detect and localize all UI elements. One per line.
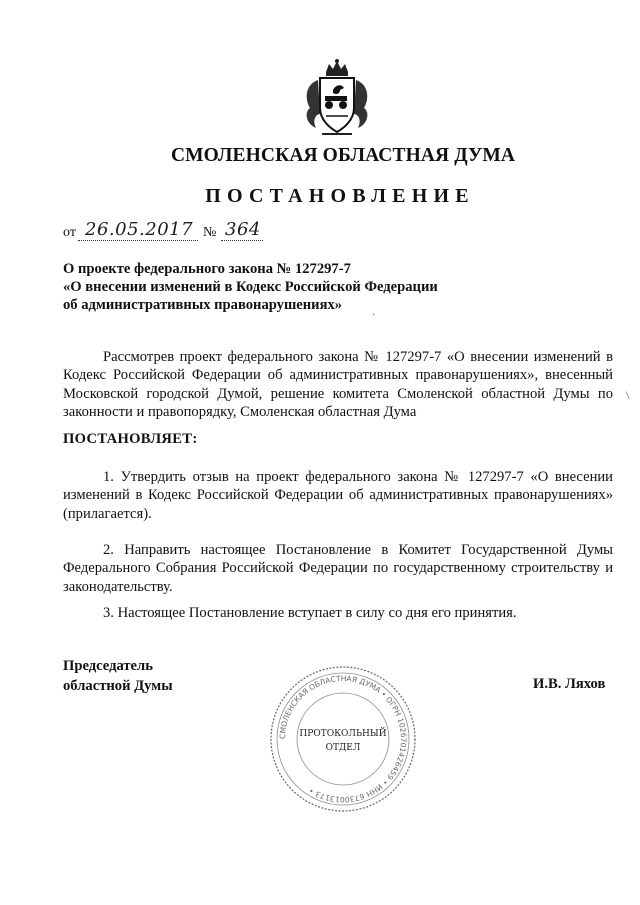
signer-title-line: областной Думы [63,678,173,694]
date-number-line [63,221,283,243]
signer-title-line: Председатель [63,658,153,674]
number-underline [221,240,263,241]
signer-name: И.В. Ляхов [533,676,606,692]
resolve-heading: ПОСТАНОВЛЯЕТ: [63,431,198,447]
subject-line: «О внесении изменений в Кодекс Российской Федерации [63,279,438,295]
number-label: № [203,225,217,240]
resolution-item-2: 2. Направить настоящее Постановление в Комитет Государственной Думы Федерального Собрания Российской Федерации по государственному строительству и законодательству. [63,542,613,595]
resolution-item-1: 1. Утвердить отзыв на проект федерального закона № 127297-7 «О внесении изменений в Кодекс Российской Федерации об административных правонарушениях» (прилагается). [63,469,613,522]
scan-mark: \ [626,388,630,402]
document-type-heading: ПОСТАНОВЛЕНИЕ [205,185,475,207]
stamp-center-line: ОТДЕЛ [325,743,361,753]
official-stamp [268,664,418,814]
from-label: от [63,225,76,240]
coat-of-arms-icon [298,58,376,138]
resolution-item-3: 3. Настоящее Постановление вступает в силу со дня его принятия. [103,605,517,621]
subject-line: О проекте федерального закона № 127297-7 [63,261,351,277]
preamble-paragraph: Рассмотрев проект федерального закона № 127297-7 «О внесении изменений в Кодекс Российской Федерации об административных правонарушениях», внесенный Московской городской Думой, решение комитета Смоленской областной Думы по законности и правопорядку, Смоленская областная Дума [63,349,613,420]
signer-title [63,656,173,696]
handwritten-date: 26.05.2017 [85,219,194,240]
date-underline [78,240,198,241]
scan-speck: · [372,310,376,321]
subject-line: об административных правонарушениях» [63,297,343,313]
stamp-center-line: ПРОТОКОЛЬНЫЙ [299,729,387,739]
document-subject [63,260,543,314]
stamp-ring-text: СМОЛЕНСКАЯ ОБЛАСТНАЯ ДУМА • ОГРН 1026701426459 • ИНН 6730013173 • [277,673,409,805]
svg-text:СМОЛЕНСКАЯ ОБЛАСТНАЯ ДУМА • ОГ [278,674,408,804]
organization-title: СМОЛЕНСКАЯ ОБЛАСТНАЯ ДУМА [170,145,516,166]
handwritten-number: 364 [225,219,261,240]
